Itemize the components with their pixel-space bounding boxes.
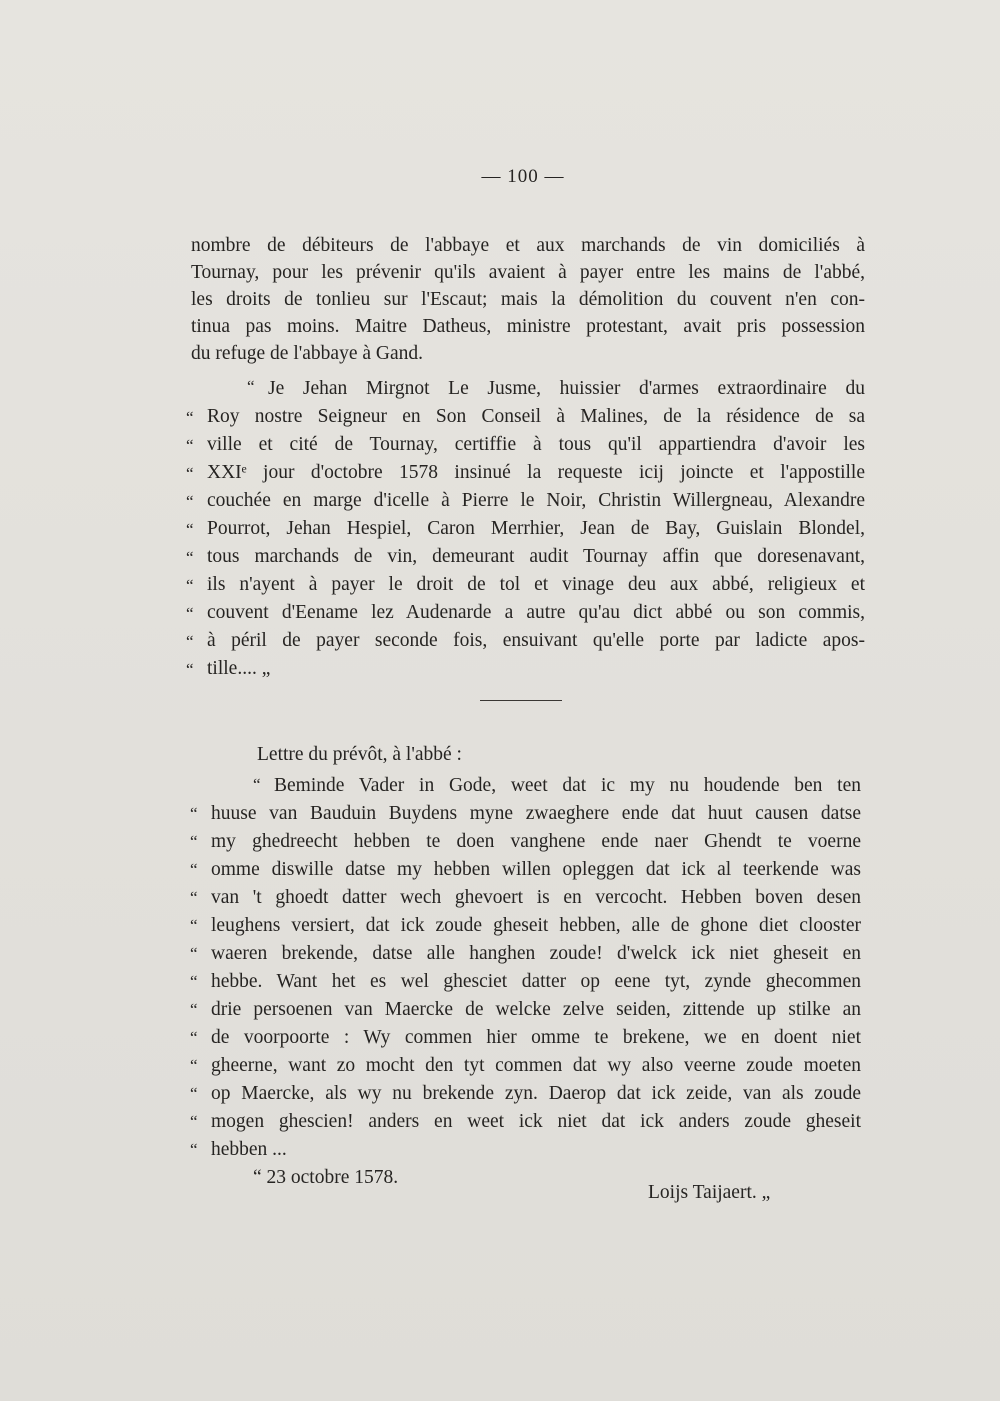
- quote2-line-5: van 't ghoedt datter wech ghevoert is en vercocht. Hebben boven desen: [211, 887, 861, 908]
- quote2-line-9: drie persoenen van Maercke de welcke zelve seiden, zittende up stilke an: [211, 999, 861, 1020]
- quote2-mark-14: “: [190, 1140, 198, 1159]
- quote1-mark-4: “: [186, 464, 194, 483]
- quote2-line-8: hebbe. Want het es wel ghesciet datter op eene tyt, zynde ghecommen: [211, 971, 861, 992]
- quote1-line-5: couchée en marge d'icelle à Pierre le Noir, Christin Willergneau, Alexandre: [207, 490, 865, 511]
- quote1-line-4: XXIᵉ jour d'octobre 1578 insinué la requeste icij joincte et l'appostille: [207, 462, 865, 483]
- quote2-line-4: omme diswille datse my hebben willen opleggen dat ick al teerkende was: [211, 859, 861, 880]
- page-number: — 100 —: [481, 166, 565, 187]
- letter-date: “ 23 octobre 1578.: [253, 1167, 399, 1188]
- quote2-line-3: my ghedreecht hebben te doen vanghene ende naer Ghendt te voerne: [211, 831, 861, 852]
- letter-heading: Lettre du prévôt, à l'abbé :: [257, 744, 462, 765]
- paragraph1-line-4: tinua pas moins. Maitre Datheus, ministre protestant, avait pris possession: [191, 316, 865, 337]
- quote2-line-2: huuse van Bauduin Buydens myne zwaeghere ende dat huut causen datse: [211, 803, 861, 824]
- quote2-mark-5: “: [190, 888, 198, 907]
- quote1-mark-7: “: [186, 548, 194, 567]
- quote1-mark-10: “: [186, 632, 194, 651]
- paragraph1-line-5: du refuge de l'abbaye à Gand.: [191, 343, 423, 364]
- quote1-line-3: ville et cité de Tournay, certiffie à tous qu'il appartiendra d'avoir les: [207, 434, 865, 455]
- quote2-mark-12: “: [190, 1084, 198, 1103]
- paragraph1-line-2: Tournay, pour les prévenir qu'ils avaient à payer entre les mains de l'abbé,: [191, 262, 865, 283]
- quote1-line-11: tille.... „: [207, 658, 271, 679]
- quote1-mark-9: “: [186, 604, 194, 623]
- quote2-line-10: de voorpoorte : Wy commen hier omme te brekene, we en doent niet: [211, 1027, 861, 1048]
- quote2-open-mark: “: [253, 775, 261, 794]
- quote1-mark-11: “: [186, 660, 194, 679]
- quote2-mark-7: “: [190, 944, 198, 963]
- quote1-mark-3: “: [186, 436, 194, 455]
- quote2-line-7: waeren brekende, datse alle hanghen zoude! d'welck ick niet gheseit en: [211, 943, 861, 964]
- quote2-mark-13: “: [190, 1112, 198, 1131]
- paragraph1-line-3: les droits de tonlieu sur l'Escaut; mais la démolition du couvent n'en con-: [191, 289, 865, 310]
- paragraph1-line-1: nombre de débiteurs de l'abbaye et aux marchands de vin domiciliés à: [191, 235, 865, 256]
- quote1-mark-8: “: [186, 576, 194, 595]
- quote1-line-1: Je Jehan Mirgnot Le Jusme, huissier d'armes extraordinaire du: [268, 378, 865, 399]
- quote1-mark-2: “: [186, 408, 194, 427]
- section-divider: [480, 700, 562, 701]
- quote2-line-1: Beminde Vader in Gode, weet dat ic my nu houdende ben ten: [274, 775, 861, 796]
- quote2-mark-11: “: [190, 1056, 198, 1075]
- quote2-mark-9: “: [190, 1000, 198, 1019]
- quote2-mark-3: “: [190, 832, 198, 851]
- quote1-line-2: Roy nostre Seigneur en Son Conseil à Malines, de la résidence de sa: [207, 406, 865, 427]
- quote2-mark-2: “: [190, 804, 198, 823]
- quote1-open-mark: “: [247, 377, 255, 396]
- quote2-line-11: gheerne, want zo mocht den tyt commen dat wy also veerne zoude moeten: [211, 1055, 861, 1076]
- quote2-mark-6: “: [190, 916, 198, 935]
- quote2-mark-4: “: [190, 860, 198, 879]
- quote1-line-10: à péril de payer seconde fois, ensuivant qu'elle porte par ladicte apos-: [207, 630, 865, 651]
- quote1-mark-5: “: [186, 492, 194, 511]
- quote2-mark-10: “: [190, 1028, 198, 1047]
- quote1-line-7: tous marchands de vin, demeurant audit Tournay affin que doresenavant,: [207, 546, 865, 567]
- quote2-line-13: mogen ghescien! anders en weet ick niet dat ick anders zoude gheseit: [211, 1111, 861, 1132]
- quote2-line-12: op Maercke, als wy nu brekende zyn. Daerop dat ick zeide, van als zoude: [211, 1083, 861, 1104]
- quote1-line-9: couvent d'Eename lez Audenarde a autre qu'au dict abbé ou son commis,: [207, 602, 865, 623]
- quote1-mark-6: “: [186, 520, 194, 539]
- quote2-line-6: leughens versiert, dat ick zoude gheseit hebben, alle de ghone diet clooster: [211, 915, 861, 936]
- quote1-line-6: Pourrot, Jehan Hespiel, Caron Merrhier, Jean de Bay, Guislain Blondel,: [207, 518, 865, 539]
- quote1-line-8: ils n'ayent à payer le droit de tol et vinage deu aux abbé, religieux et: [207, 574, 865, 595]
- quote2-line-14: hebben ...: [211, 1139, 287, 1160]
- quote2-mark-8: “: [190, 972, 198, 991]
- letter-signature: Loijs Taijaert. „: [648, 1182, 771, 1203]
